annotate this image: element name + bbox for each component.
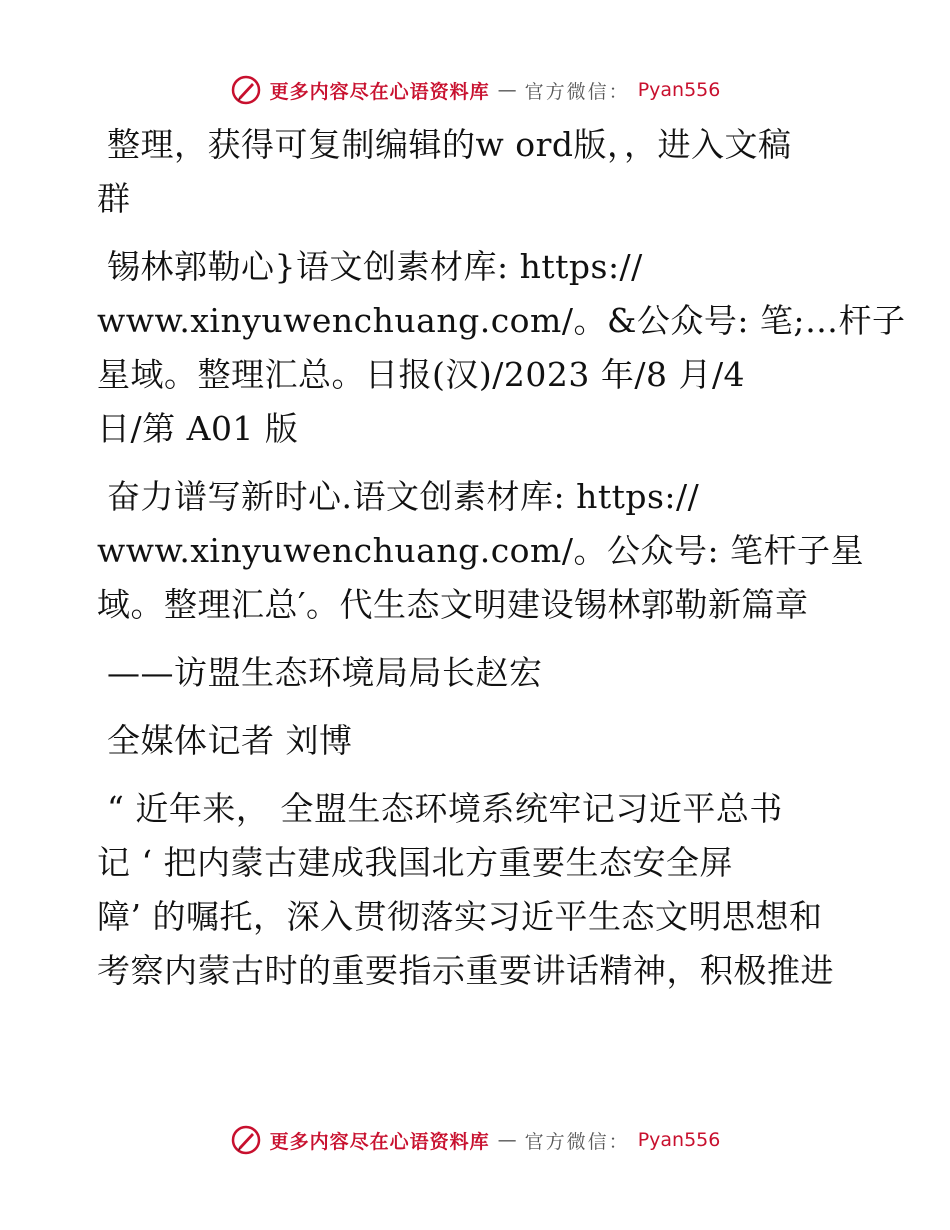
text-line: 群 <box>97 179 131 218</box>
watermark-main-text: 更多内容尽在心语资料库 <box>269 80 490 103</box>
watermark-main-text: 更多内容尽在心语资料库 <box>269 1130 490 1153</box>
text-line: 日/第 A01 版 <box>97 409 299 448</box>
text-line: 整理，获得可复制编辑的w ord版，，进入文稿 <box>107 125 792 164</box>
quill-pen-logo-icon <box>230 74 262 106</box>
article-byline: 全媒体记者 刘博 <box>107 721 353 760</box>
document-body <box>97 118 906 998</box>
page-footer-watermark <box>0 1122 950 1158</box>
article-subtitle: ——访盟生态环境局局长赵宏 <box>107 653 543 692</box>
text-line: 星域。整理汇总。日报(汉)/2023 年/8 月/4 <box>97 355 746 394</box>
text-line: www.xinyuwenchuang.com/。&公众号: 笔;…杆子 <box>97 301 906 340</box>
text-line: 奋力谱写新时心.语文创素材库: https:// <box>107 477 700 516</box>
watermark-sub-text: 官方微信： <box>524 1130 630 1153</box>
text-line: 锡林郭勒心}语文创素材库: https:// <box>107 247 643 286</box>
watermark-separator: — <box>497 79 517 101</box>
watermark-separator: — <box>497 1129 517 1151</box>
text-line: 记 ‘ 把内蒙古建成我国北方重要生态安全屏 <box>97 843 733 882</box>
quill-pen-logo-icon <box>230 1124 262 1156</box>
watermark-wechat-id: Pyan556 <box>637 79 721 101</box>
page-header-watermark <box>0 72 950 108</box>
watermark-wechat-id: Pyan556 <box>637 1129 721 1151</box>
text-line: www.xinyuwenchuang.com/。公众号: 笔杆子星 <box>97 531 865 570</box>
text-line: “ 近年来， 全盟生态环境系统牢记习近平总书 <box>107 789 783 828</box>
text-line: 考察内蒙古时的重要指示重要讲话精神，积极推进 <box>97 951 834 990</box>
text-line: 域。整理汇总′。代生态文明建设锡林郭勒新篇章 <box>97 585 809 624</box>
watermark-sub-text: 官方微信： <box>524 80 630 103</box>
text-line: 障’ 的嘱托，深入贯彻落实习近平生态文明思想和 <box>97 897 823 936</box>
